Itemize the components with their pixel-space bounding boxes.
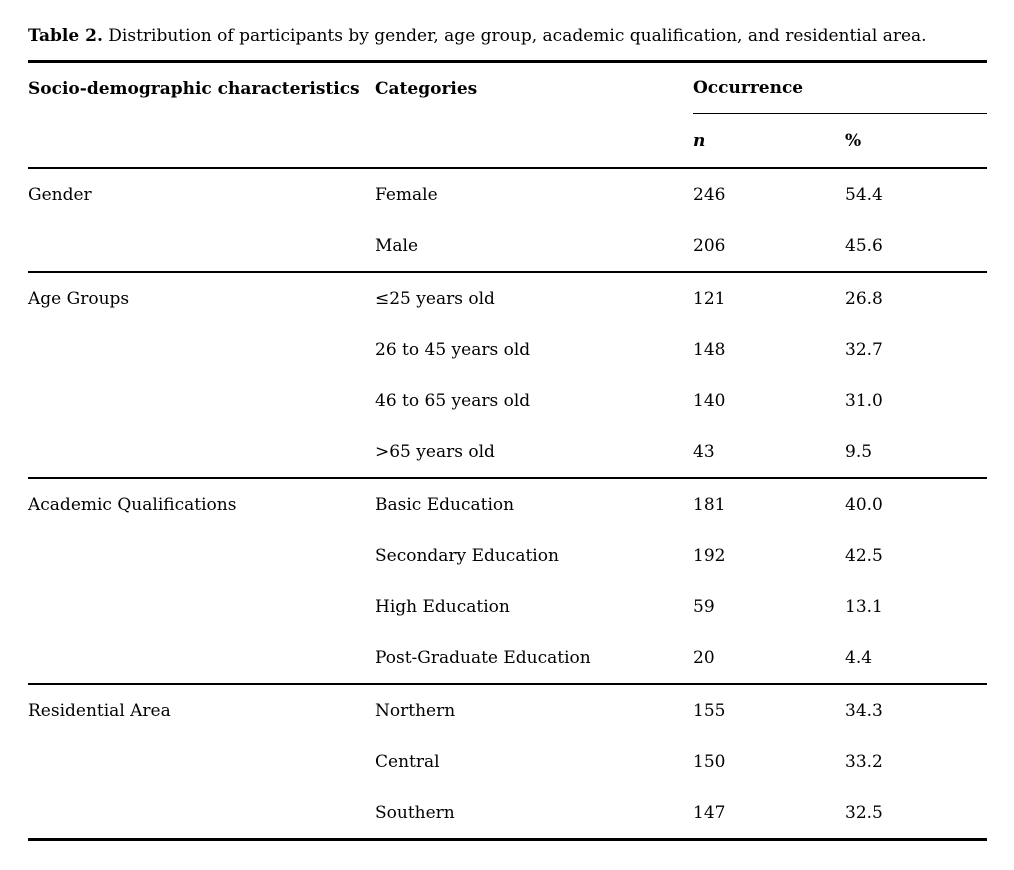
table-row [28, 787, 987, 838]
n-cell: 121 [693, 288, 726, 309]
table-caption [28, 26, 987, 47]
category-cell: Secondary Education [375, 545, 559, 566]
category-cell: Southern [375, 802, 455, 823]
n-cell: 246 [693, 184, 726, 205]
category-cell: >65 years old [375, 441, 495, 462]
column-header-n: n [693, 130, 706, 151]
percent-cell: 26.8 [845, 288, 883, 309]
category-cell: ≤25 years old [375, 288, 495, 309]
characteristic-cell: Academic Qualifications [28, 494, 237, 515]
percent-cell: 40.0 [845, 494, 883, 515]
table-caption-text: Distribution of participants by gender, age group, academic qualification, and residential area. [108, 26, 927, 46]
table-group [28, 479, 987, 685]
table-body [28, 169, 987, 841]
category-cell: 26 to 45 years old [375, 339, 531, 360]
column-header-occurrence: Occurrence [693, 63, 987, 114]
characteristic-cell: Gender [28, 184, 92, 205]
n-cell: 192 [693, 545, 726, 566]
percent-cell: 9.5 [845, 441, 873, 462]
n-cell: 206 [693, 235, 726, 256]
table-group [28, 273, 987, 479]
n-cell: 150 [693, 751, 726, 772]
table-row [28, 530, 987, 581]
category-cell: High Education [375, 596, 510, 617]
table-row [28, 685, 987, 736]
n-cell: 59 [693, 596, 715, 617]
column-header-percent: % [845, 130, 862, 151]
percent-cell: 45.6 [845, 235, 883, 256]
table-row [28, 324, 987, 375]
n-cell: 43 [693, 441, 715, 462]
percent-cell: 31.0 [845, 390, 883, 411]
percent-cell: 33.2 [845, 751, 883, 772]
characteristic-cell: Residential Area [28, 700, 171, 721]
n-cell: 155 [693, 700, 726, 721]
column-header-characteristics: Socio-demographic characteristics [28, 78, 360, 99]
table-row [28, 479, 987, 530]
n-cell: 148 [693, 339, 726, 360]
category-cell: Post-Graduate Education [375, 647, 591, 668]
table-group [28, 169, 987, 273]
category-cell: Basic Education [375, 494, 515, 515]
demographics-table [28, 60, 987, 841]
column-header-categories: Categories [375, 78, 478, 99]
n-cell: 20 [693, 647, 715, 668]
table-row [28, 220, 987, 271]
n-cell: 181 [693, 494, 726, 515]
category-cell: Central [375, 751, 440, 772]
table-header [28, 60, 987, 169]
characteristic-cell: Age Groups [28, 288, 130, 309]
table-row [28, 426, 987, 477]
category-cell: 46 to 65 years old [375, 390, 531, 411]
percent-cell: 34.3 [845, 700, 883, 721]
percent-cell: 32.7 [845, 339, 883, 360]
table-group [28, 685, 987, 838]
category-cell: Northern [375, 700, 456, 721]
table-row [28, 632, 987, 683]
table-row [28, 375, 987, 426]
percent-cell: 13.1 [845, 596, 883, 617]
n-cell: 147 [693, 802, 726, 823]
table-caption-label: Table 2. [28, 26, 103, 46]
category-cell: Male [375, 235, 419, 256]
n-cell: 140 [693, 390, 726, 411]
percent-cell: 32.5 [845, 802, 883, 823]
table-row [28, 273, 987, 324]
table-row [28, 581, 987, 632]
category-cell: Female [375, 184, 438, 205]
table-row [28, 736, 987, 787]
percent-cell: 54.4 [845, 184, 883, 205]
percent-cell: 42.5 [845, 545, 883, 566]
table-row [28, 169, 987, 220]
percent-cell: 4.4 [845, 647, 873, 668]
